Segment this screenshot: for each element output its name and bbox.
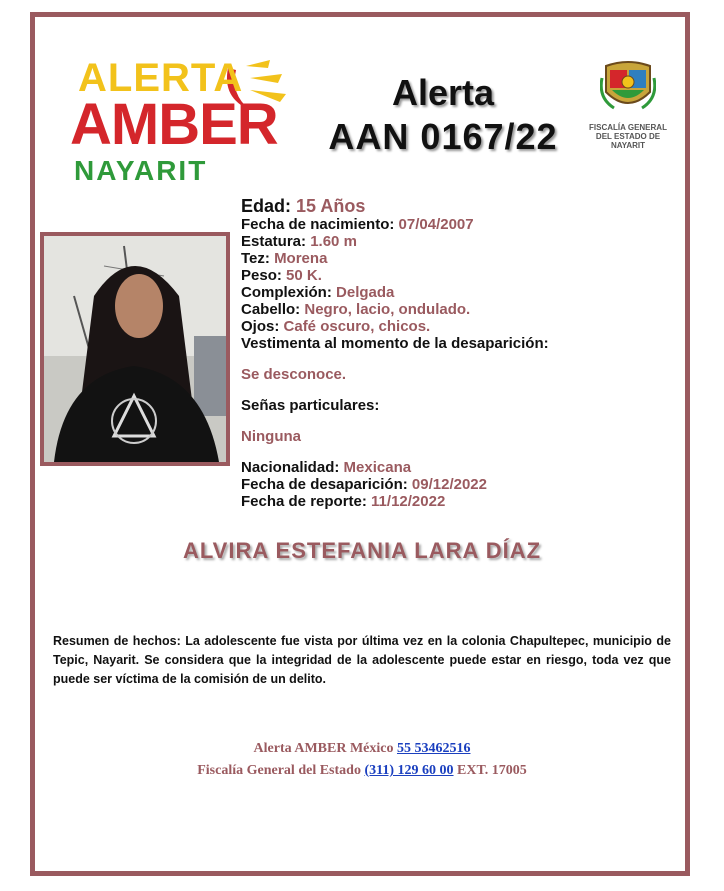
detail-senas-value: Ninguna xyxy=(241,428,301,445)
seal-line1: FISCALÍA GENERAL xyxy=(589,123,667,132)
detail-peso: Peso: 50 K. xyxy=(241,267,322,284)
detail-desaparicion: Fecha de desaparición: 09/12/2022 xyxy=(241,476,487,493)
alert-title xyxy=(318,72,568,160)
footer-line-fiscalia: Fiscalía General del Estado (311) 129 60 00 EXT. 17005 xyxy=(197,763,527,778)
missing-person-name: ALVIRA ESTEFANIA LARA DÍAZ xyxy=(182,538,542,563)
seal-line3: NAYARIT xyxy=(610,141,646,150)
logo-line-amber: AMBER xyxy=(70,92,278,157)
detail-ojos: Ojos: Café oscuro, chicos. xyxy=(241,318,431,335)
summary-text: Resumen de hechos: La adolescente fue vista por última vez en la colonia Chapultepec, municipio de Tepic, Nayarit. Se considera que la integridad de la adolescente puede estar en riesgo, toda vez que puede ser víctima de la comisión de un delito. xyxy=(53,634,671,686)
state-coat-of-arms-icon xyxy=(600,58,656,116)
alerta-amber-nayarit-logo xyxy=(70,58,285,186)
seal-line2: DEL ESTADO DE xyxy=(595,132,661,141)
detail-nacionalidad: Nacionalidad: Mexicana xyxy=(241,459,412,476)
detail-edad: Edad: 15 Años xyxy=(241,196,366,216)
portrait-image xyxy=(44,236,226,462)
alert-title-line1: Alerta xyxy=(391,72,495,113)
logo-line-alerta: ALERTA xyxy=(78,56,244,100)
detail-estatura: Estatura: 1.60 m xyxy=(241,233,357,250)
contact-footer xyxy=(0,738,724,782)
logo-line-nayarit: NAYARIT xyxy=(74,155,208,186)
alert-code: AAN 0167/22 xyxy=(328,116,558,157)
detail-cabello: Cabello: Negro, lacio, ondulado. xyxy=(241,301,471,318)
detail-tez: Tez: Morena xyxy=(241,250,328,267)
detail-vestimenta-label: Vestimenta al momento de la desaparición: xyxy=(241,335,549,352)
footer-line-amber: Alerta AMBER México 55 53462516 xyxy=(253,741,471,756)
detail-senas-label: Señas particulares: xyxy=(241,397,380,414)
fiscalia-phone-link[interactable]: (311) 129 60 00 xyxy=(364,763,454,778)
detail-nacimiento: Fecha de nacimiento: 07/04/2007 xyxy=(241,216,474,233)
missing-person-photo xyxy=(40,232,230,466)
detail-complexion: Complexión: Delgada xyxy=(241,284,395,301)
amber-phone-link[interactable]: 55 53462516 xyxy=(396,741,471,756)
detail-vestimenta-value: Se desconoce. xyxy=(241,366,347,383)
details-block xyxy=(241,196,661,510)
fiscalia-seal xyxy=(580,58,676,158)
detail-reporte: Fecha de reporte: 11/12/2022 xyxy=(241,493,446,510)
